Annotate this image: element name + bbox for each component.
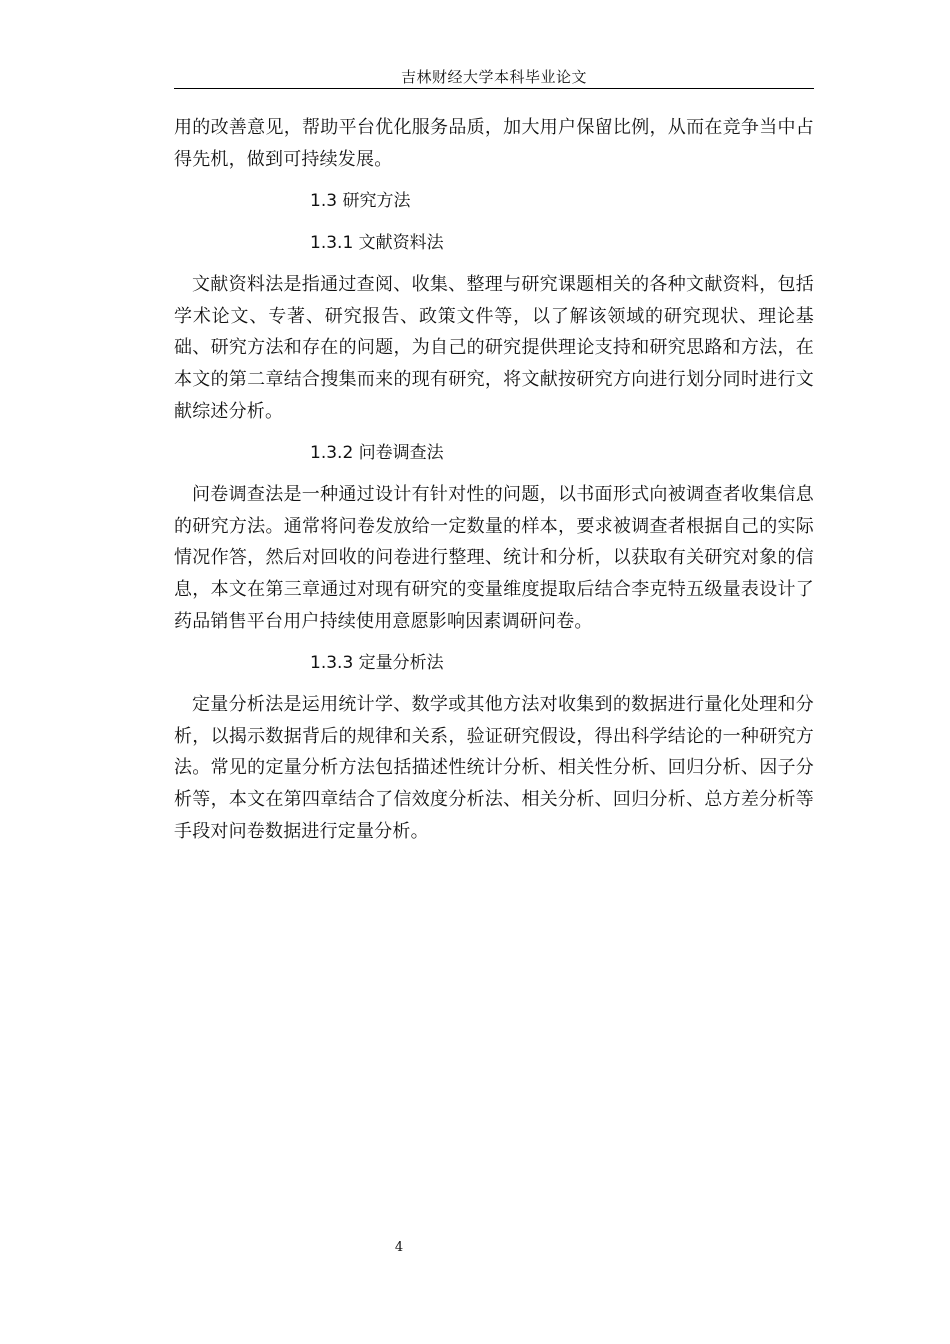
page-number: 4 [394,1240,404,1255]
paragraph-quantitative-method: 定量分析法是运用统计学、数学或其他方法对收集到的数据进行量化处理和分析，以揭示数据背后的规律和关系，验证研究假设，得出科学结论的一种研究方法。常见的定量分析方法包括描述性统计分析、相关性分析、回归分析、因子分析等，本文在第四章结合了信效度分析法、相关分析、回归分析、总方差分析等手段对问卷数据进行定量分析。 [174,694,814,842]
header-divider [174,88,814,89]
running-header: 吉林财经大学本科毕业论文 [400,68,587,86]
intro-paragraph: 用的改善意见，帮助平台优化服务品质，加大用户保留比例，从而在竞争当中占得先机，做到可持续发展。 [174,117,814,170]
section-heading-1-3-2: 1.3.2 问卷调查法 [310,443,444,464]
section-heading-1-3-1: 1.3.1 文献资料法 [310,233,444,254]
paragraph-literature-method: 文献资料法是指通过查阅、收集、整理与研究课题相关的各种文献资料，包括学术论文、专著、研究报告、政策文件等，以了解该领域的研究现状、理论基础、研究方法和存在的问题，为自己的研究提供理论支持和研究思路和方法，在本文的第二章结合搜集而来的现有研究，将文献按研究方向进行划分同时进行文献综述分析。 [174,274,814,422]
paragraph-questionnaire-method: 问卷调查法是一种通过设计有针对性的问题，以书面形式向被调查者收集信息的研究方法。通常将问卷发放给一定数量的样本，要求被调查者根据自己的实际情况作答，然后对回收的问卷进行整理、统计和分析，以获取有关研究对象的信息，本文在第三章通过对现有研究的变量维度提取后结合李克特五级量表设计了药品销售平台用户持续使用意愿影响因素调研问卷。 [174,484,814,632]
page-body [174,112,814,847]
section-heading-1-3-3: 1.3.3 定量分析法 [310,653,444,674]
section-heading-1-3: 1.3 研究方法 [310,191,411,212]
